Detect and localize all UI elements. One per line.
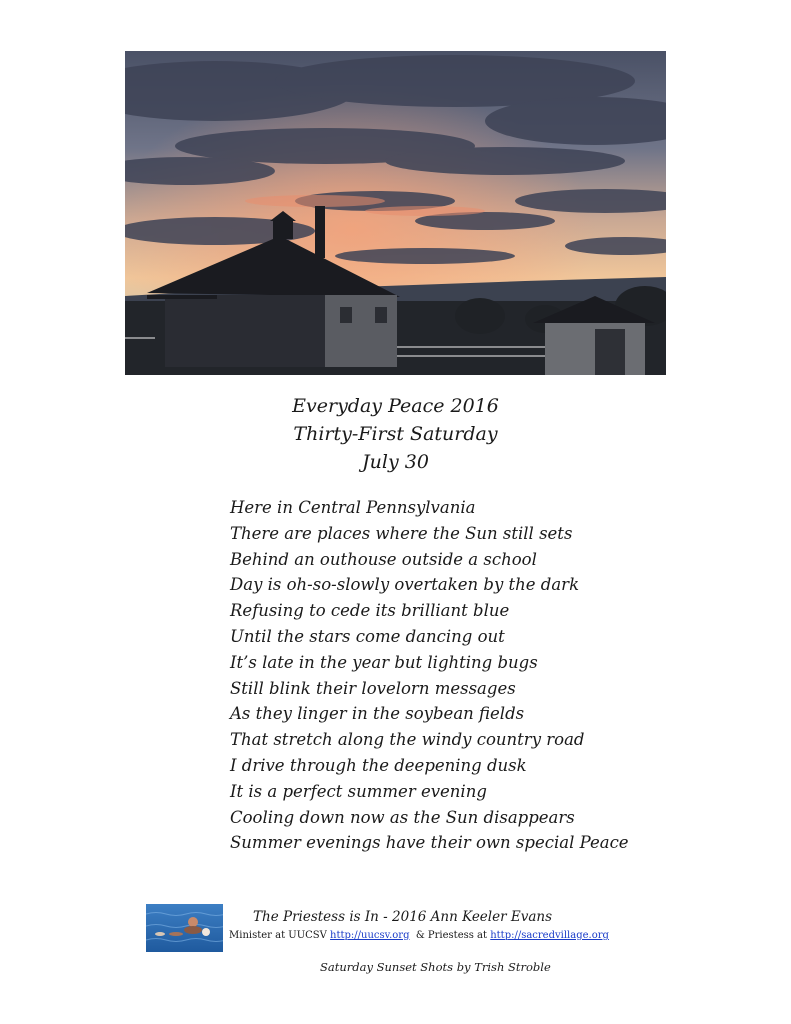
poem-line: Until the stars come dancing out [230,626,505,646]
poem-line: That stretch along the windy country road [230,730,585,750]
poem-line: It’s late in the year but lighting bugs [230,652,538,672]
priestess-label: & Priestess at [409,930,491,941]
poem-line: As they linger in the soybean fields [230,704,525,724]
title-block [0,392,791,476]
poem-line: I drive through the deepening dusk [230,755,527,775]
sunset-photo [125,51,666,375]
poem-line: Cooling down now as the Sun disappears [230,807,575,827]
footer-affiliations [229,930,609,941]
sacredvillage-link[interactable]: http://sacredvillage.org [490,930,609,941]
sunset-schoolhouse-image [125,51,666,375]
poem-series-title: Everyday Peace 2016 [292,395,499,417]
photo-credit: Saturday Sunset Shots by Trish Stroble [320,960,551,974]
poem-subtitle: Thirty-First Saturday [293,423,498,445]
swimmer-image [146,904,223,952]
poem-line: Behind an outhouse outside a school [230,549,537,569]
minister-label: Minister at UUCSV [229,930,331,941]
poem-line: Day is oh-so-slowly overtaken by the dark [230,575,580,595]
poem-line: Here in Central Pennsylvania [230,498,476,517]
poem-line: Still blink their lovelorn messages [230,678,516,698]
poem-line: Summer evenings have their own special Peace [230,833,629,853]
poem-line: Refusing to cede its brilliant blue [230,601,510,621]
poem-line: There are places where the Sun still sets [230,523,573,543]
poem-date: July 30 [362,451,429,473]
footer-title: The Priestess is In - 2016 Ann Keeler Evans [253,909,553,925]
swimmer-photo [146,904,223,952]
poem-body [230,495,750,856]
poem-line: It is a perfect summer evening [230,781,487,801]
uucsv-link[interactable]: http://uucsv.org [330,930,410,941]
